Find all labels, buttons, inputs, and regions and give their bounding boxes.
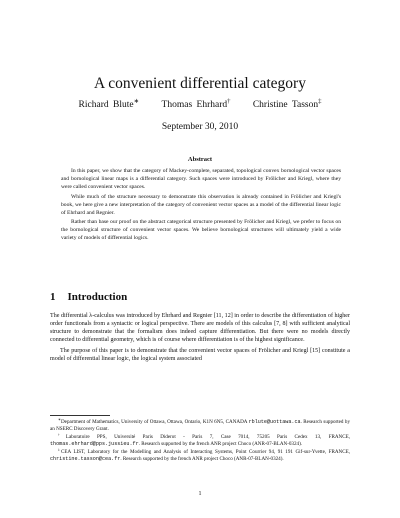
author-name: Christine Tasson [252, 100, 319, 110]
page-number: 1 [198, 491, 202, 497]
author-list [0, 97, 400, 110]
body-text [50, 312, 350, 367]
footnote-text: CEA LIST, Laboratory for the Modelling and Analysis of Interacting Systems, Point Courrier 94, 91 191 Gif-sur-Yvette, FRANCE, [61, 448, 351, 455]
footnote-text: . Research supported by the french ANR project Choco (ANR-07-BLAN-0324). [138, 440, 303, 447]
paper-title: A convenient differential category [94, 75, 306, 92]
footnote [50, 434, 350, 448]
author-name: Thomas Ehrhard [161, 100, 228, 110]
abstract-paragraph: Rather than base our proof on the abstract categorical structure presented by Frölicher and Kriegl, we prefer to focus on the bornological structure of convenient vector spaces. We believe bornological structures will ultimately yield a wide variety of models of differential logics. [61, 219, 341, 242]
footnote-email: thomas.ehrhard@pps.jussieu.fr [50, 440, 139, 447]
footnote-mark: ∗ [58, 417, 61, 422]
footnote-mark: † [58, 432, 66, 437]
section-heading [50, 291, 350, 303]
abstract-paragraph: In this paper, we show that the category of Mackey-complete, separated, topological convex bornological vector spaces and bornological linear maps is a differential category. Such spaces were introduced by Frölicher and Kriegl, where they were called convenient vector spaces. [61, 168, 341, 190]
footnote-mark: ‡ [58, 446, 62, 451]
body-paragraph: The differential λ-calculus was introduced by Ehrhard and Regnier [11, 12] in order to describe the differentiation of higher order functionals from a syntactic or logical perspective. There are models of this calculus [7, 8] with sufficient analytical structure to demonstrate that the formalism does indeed capture differentiation. But there were no models directly connected to differential geometry, which is of course where differentiation is of the highest significance. [50, 313, 350, 344]
footnotes [50, 419, 350, 463]
footnote-email: rblute@uottawa.ca [248, 419, 301, 425]
paper-date: September 30, 2010 [161, 122, 239, 132]
footnote [50, 446, 351, 463]
footnote-text: . Research supported by the french ANR project Choco (ANR-07-BLAN-0324). [120, 455, 284, 462]
author-mark: ∗ [133, 97, 140, 105]
section-title: Introduction [67, 291, 128, 303]
footnote-text: Laboratoire PPS, Université Paris Diderot - Paris 7, Case 7014, 75205 Paris Cedex 13, FRANCE, [65, 433, 351, 440]
footnote-text: Department of Mathematics, University of Ottawa, Ottawa, Ontario, K1N 6N5, CANADA [61, 419, 249, 425]
author [161, 97, 231, 110]
author [78, 97, 140, 110]
footnote-email: christine.tasson@cea.fr [50, 455, 121, 462]
footnote-text: . Research supported by an NSERC Discovery Grant. [50, 419, 350, 432]
body-paragraph: The purpose of this paper is to demonstrate that the convenient vector spaces of Frölicher and Kriegl [15] constitute a model of differential linear logic, the logical system associated [50, 348, 350, 363]
footnote [50, 419, 350, 433]
author [252, 97, 322, 110]
abstract [61, 168, 341, 245]
abstract-paragraph: While much of the structure necessary to demonstrate this observation is already contained in Frölicher and Kriegl's book, we here give a new interpretation of the category of convenient vector spaces as a model of the differential linear logic of Ehrhard and Regnier. [61, 193, 341, 216]
author-mark: ‡ [318, 97, 322, 105]
abstract-heading: Abstract [187, 156, 213, 163]
author-mark: † [227, 97, 231, 105]
author-name: Richard Blute [78, 100, 134, 110]
section-number: 1 [50, 291, 56, 303]
footnote-rule [50, 415, 110, 416]
